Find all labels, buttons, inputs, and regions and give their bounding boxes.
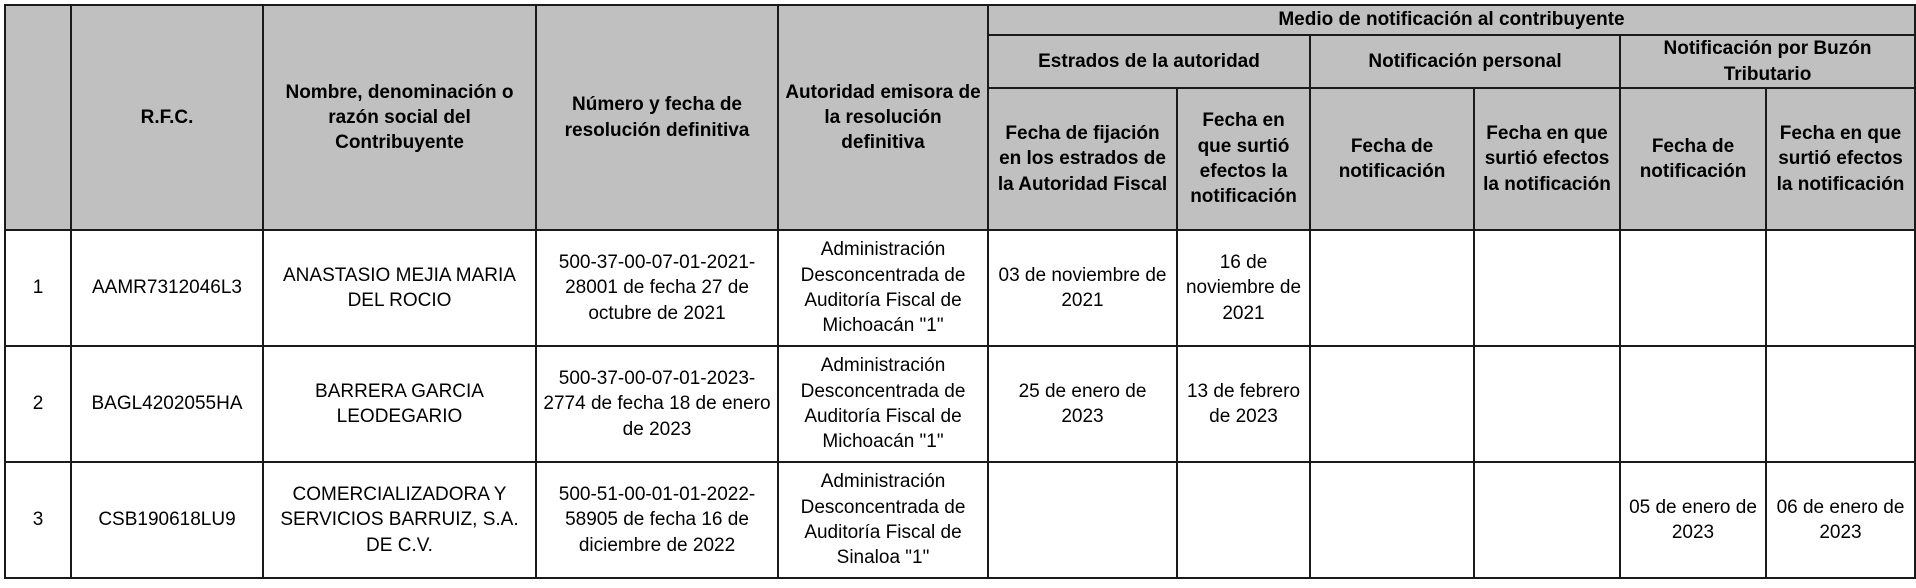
header-numero: Número y fecha de resolución definitiva [536, 5, 778, 230]
nombre-cell: COMERCIALIZADORA Y SERVICIOS BARRUIZ, S.A. DE C.V. [263, 462, 536, 578]
nombre-cell: BARRERA GARCIA LEODEGARIO [263, 346, 536, 462]
header-fecha-fijacion: Fecha de fijación en los estrados de la Autoridad Fiscal [988, 88, 1177, 230]
numero-cell: 500-51-00-01-01-2022-58905 de fecha 16 de diciembre de 2022 [536, 462, 778, 578]
estrados-surtio-cell [1177, 462, 1310, 578]
buzon-fecha-cell [1620, 346, 1766, 462]
header-estrados-surtio: Fecha en que surtió efectos la notificación [1177, 88, 1310, 230]
buzon-surtio-cell [1766, 230, 1915, 346]
rfc-cell: AAMR7312046L3 [71, 230, 263, 346]
header-personal-fecha: Fecha de notificación [1310, 88, 1474, 230]
header-medio-notificacion: Medio de notificación al contribuyente [988, 5, 1915, 35]
notification-table-wrapper [4, 4, 1916, 579]
header-index [5, 5, 71, 230]
row-number: 3 [5, 462, 71, 578]
estrados-surtio-cell: 13 de febrero de 2023 [1177, 346, 1310, 462]
header-buzon-fecha: Fecha de notificación [1620, 88, 1766, 230]
numero-cell: 500-37-00-07-01-2021-28001 de fecha 27 de octubre de 2021 [536, 230, 778, 346]
header-rfc: R.F.C. [71, 5, 263, 230]
header-buzon-surtio: Fecha en que surtió efectos la notificación [1766, 88, 1915, 230]
row-number: 2 [5, 346, 71, 462]
buzon-surtio-cell: 06 de enero de 2023 [1766, 462, 1915, 578]
buzon-fecha-cell: 05 de enero de 2023 [1620, 462, 1766, 578]
personal-fecha-cell [1310, 462, 1474, 578]
personal-surtio-cell [1474, 230, 1620, 346]
rfc-cell: BAGL4202055HA [71, 346, 263, 462]
estrados-fijacion-cell: 25 de enero de 2023 [988, 346, 1177, 462]
header-personal-surtio: Fecha en que surtió efectos la notificación [1474, 88, 1620, 230]
rfc-cell: CSB190618LU9 [71, 462, 263, 578]
buzon-surtio-cell [1766, 346, 1915, 462]
header-buzon: Notificación por Buzón Tributario [1620, 35, 1915, 88]
numero-cell: 500-37-00-07-01-2023-2774 de fecha 18 de enero de 2023 [536, 346, 778, 462]
personal-surtio-cell [1474, 462, 1620, 578]
header-estrados: Estrados de la autoridad [988, 35, 1310, 88]
table-row [5, 230, 1915, 346]
personal-fecha-cell [1310, 346, 1474, 462]
row-number: 1 [5, 230, 71, 346]
autoridad-cell: Administración Desconcentrada de Auditoría Fiscal de Michoacán "1" [778, 230, 988, 346]
buzon-fecha-cell [1620, 230, 1766, 346]
notification-table [4, 4, 1916, 579]
header-personal: Notificación personal [1310, 35, 1620, 88]
nombre-cell: ANASTASIO MEJIA MARIA DEL ROCIO [263, 230, 536, 346]
table-row [5, 462, 1915, 578]
personal-surtio-cell [1474, 346, 1620, 462]
estrados-fijacion-cell [988, 462, 1177, 578]
estrados-surtio-cell: 16 de noviembre de 2021 [1177, 230, 1310, 346]
autoridad-cell: Administración Desconcentrada de Auditoría Fiscal de Sinaloa "1" [778, 462, 988, 578]
personal-fecha-cell [1310, 230, 1474, 346]
autoridad-cell: Administración Desconcentrada de Auditoría Fiscal de Michoacán "1" [778, 346, 988, 462]
header-autoridad: Autoridad emisora de la resolución definitiva [778, 5, 988, 230]
table-row [5, 346, 1915, 462]
estrados-fijacion-cell: 03 de noviembre de 2021 [988, 230, 1177, 346]
header-nombre: Nombre, denominación o razón social del Contribuyente [263, 5, 536, 230]
